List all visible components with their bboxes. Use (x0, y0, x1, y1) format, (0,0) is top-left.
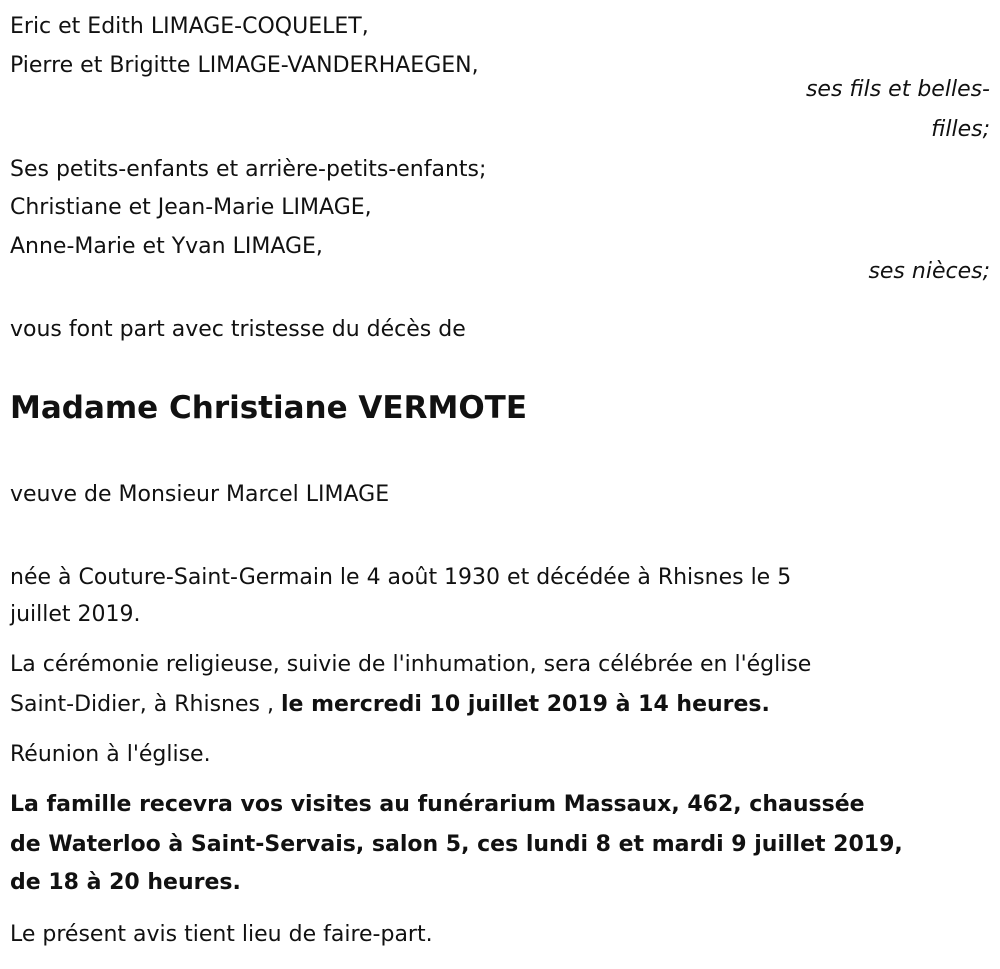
meeting: Réunion à l'église. (10, 742, 211, 767)
visits-line-2: de Waterloo à Saint-Servais, salon 5, ces lundi 8 et mardi 9 juillet 2019, (10, 832, 903, 857)
sons-role-1: ses fils et belles- (805, 77, 990, 102)
visits-line-3: de 18 à 20 heures. (10, 870, 241, 895)
sons-role-2: filles; (931, 117, 990, 142)
ceremony-line-2 (10, 690, 770, 720)
son-line-1: Eric et Edith LIMAGE-COQUELET, (10, 14, 369, 39)
birth-death-2: juillet 2019. (10, 602, 141, 627)
niece-line-2: Anne-Marie et Yvan LIMAGE, (10, 234, 323, 259)
son-line-2: Pierre et Brigitte LIMAGE-VANDERHAEGEN, (10, 53, 479, 78)
closing: Le présent avis tient lieu de faire-part. (10, 922, 433, 947)
widow-of: veuve de Monsieur Marcel LIMAGE (10, 482, 390, 507)
deceased-name: Madame Christiane VERMOTE (10, 390, 527, 426)
birth-death-1: née à Couture-Saint-Germain le 4 août 1930 et décédée à Rhisnes le 5 (10, 565, 792, 590)
nieces-role: ses nièces; (868, 259, 990, 284)
ceremony-line-1: La cérémonie religieuse, suivie de l'inhumation, sera célébrée en l'église (10, 652, 812, 677)
niece-line-1: Christiane et Jean-Marie LIMAGE, (10, 195, 372, 220)
ceremony-place: Saint-Didier, à Rhisnes , (10, 692, 281, 717)
ceremony-date: le mercredi 10 juillet 2019 à 14 heures. (280, 692, 770, 717)
visits-line-1: La famille recevra vos visites au funérarium Massaux, 462, chaussée (10, 792, 865, 817)
grandchildren: Ses petits-enfants et arrière-petits-enfants; (10, 157, 487, 182)
announcement: vous font part avec tristesse du décès de (10, 317, 466, 342)
